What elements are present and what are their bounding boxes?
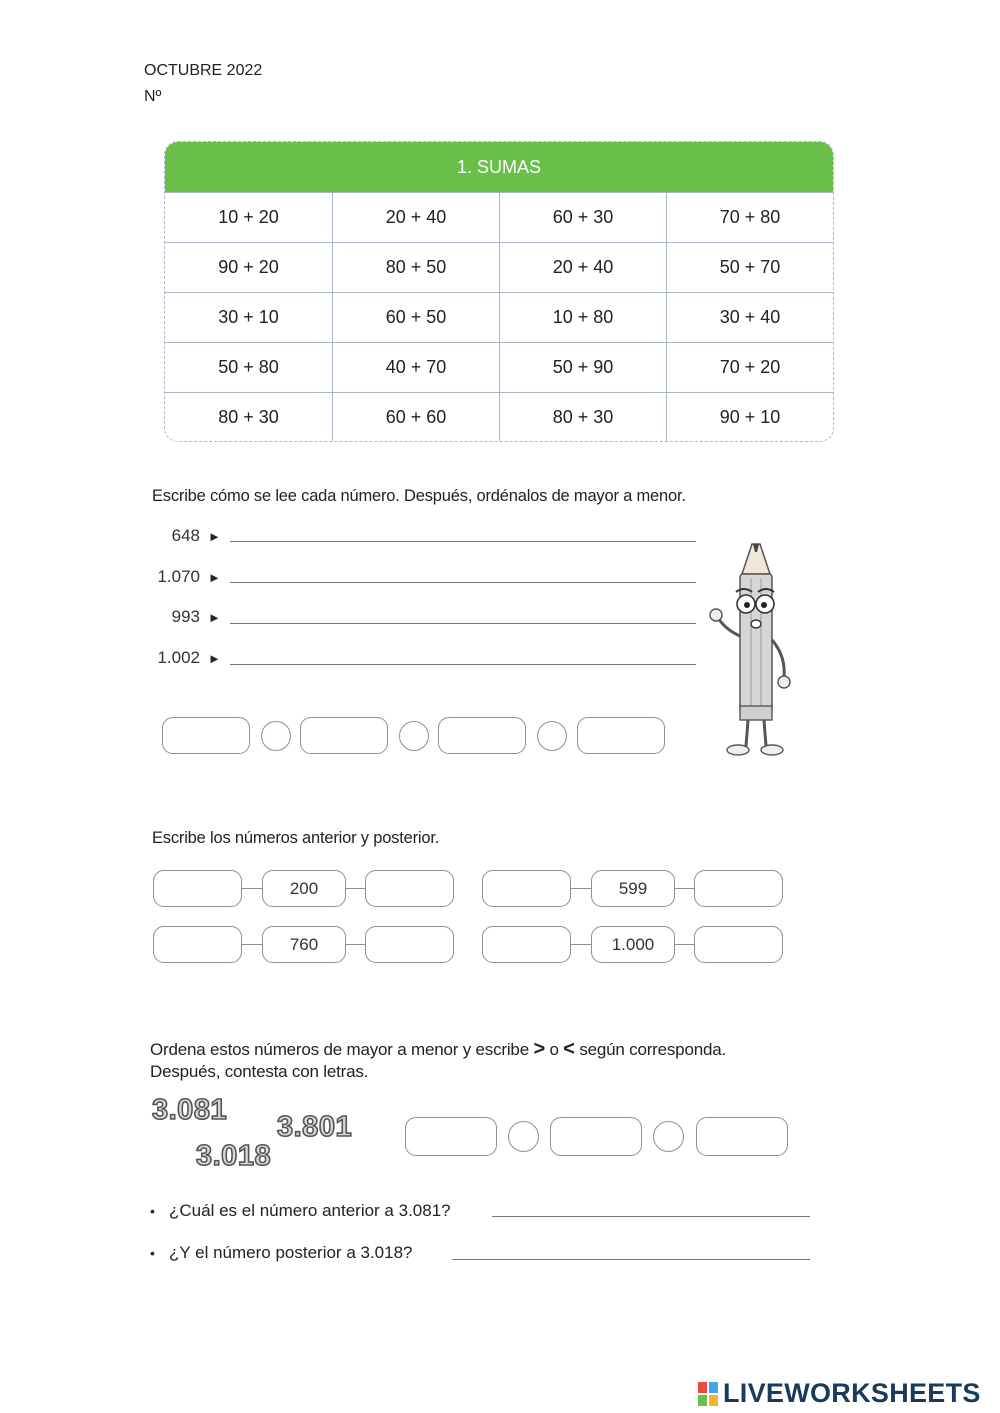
question-text: ¿Y el número posterior a 3.018?	[169, 1243, 413, 1262]
play-arrow-icon: ►	[208, 610, 221, 625]
sum-cell: 30 + 40	[666, 292, 833, 342]
previous-number-box[interactable]	[482, 870, 571, 907]
order-answer-box[interactable]	[405, 1117, 497, 1156]
sum-cell: 60 + 60	[332, 392, 499, 442]
chain-connector	[241, 888, 264, 889]
order-instruction-line-2: Después, contesta con letras.	[150, 1062, 369, 1081]
comparison-circle[interactable]	[261, 721, 291, 751]
chain-connector	[344, 944, 367, 945]
play-arrow-icon: ►	[208, 651, 221, 666]
read-numbers-instruction: Escribe cómo se lee cada número. Después, ordénalos de mayor a menor.	[152, 487, 686, 505]
liveworksheets-logo-icon	[697, 1380, 719, 1408]
play-arrow-icon: ►	[208, 529, 221, 544]
next-number-box[interactable]	[365, 926, 454, 963]
sum-cell: 10 + 80	[499, 292, 666, 342]
brand-name: LIVEWORKSHEETS	[723, 1378, 981, 1408]
worksheet-number-label: Nº	[144, 88, 162, 105]
sum-cell: 70 + 80	[666, 192, 833, 242]
order-answer-box[interactable]	[696, 1117, 788, 1156]
number-label: 993	[171, 607, 200, 626]
sum-cell: 50 + 90	[499, 342, 666, 392]
chain-connector	[570, 944, 593, 945]
bullet: •	[150, 1203, 155, 1219]
previous-number-box[interactable]	[482, 926, 571, 963]
given-number-box: 599	[591, 870, 675, 907]
order-answer-box[interactable]	[300, 717, 388, 754]
greater-than-symbol: >	[533, 1038, 545, 1060]
next-number-box[interactable]	[694, 870, 783, 907]
big-number: 3.801	[277, 1111, 353, 1143]
sum-cell: 60 + 50	[332, 292, 499, 342]
order-answer-box[interactable]	[438, 717, 526, 754]
next-number-box[interactable]	[365, 870, 454, 907]
sum-cell: 30 + 10	[165, 292, 332, 342]
sum-cell: 20 + 40	[499, 242, 666, 292]
sum-cell: 40 + 70	[332, 342, 499, 392]
previous-number-box[interactable]	[153, 926, 242, 963]
sum-cell: 50 + 80	[165, 342, 332, 392]
sum-cell: 20 + 40	[332, 192, 499, 242]
order-instruction-text: Ordena estos números de mayor a menor y escribe	[150, 1040, 529, 1059]
comparison-circle[interactable]	[508, 1121, 539, 1152]
given-number-box: 1.000	[591, 926, 675, 963]
chain-connector	[344, 888, 367, 889]
chain-connector	[241, 944, 264, 945]
sum-cell: 90 + 10	[666, 392, 833, 442]
less-than-symbol: <	[563, 1038, 575, 1060]
order-instruction-line-1	[150, 1038, 726, 1061]
chain-connector	[570, 888, 593, 889]
sums-table	[164, 141, 834, 442]
number-label: 648	[171, 526, 200, 545]
answer-line[interactable]	[492, 1216, 810, 1217]
pencil-mascot-illustration	[700, 540, 810, 762]
order-answer-box[interactable]	[162, 717, 250, 754]
order-answer-box[interactable]	[550, 1117, 642, 1156]
comparison-circle[interactable]	[653, 1121, 684, 1152]
given-number-box: 760	[262, 926, 346, 963]
number-label: 1.070	[157, 567, 200, 586]
answer-line[interactable]	[452, 1259, 810, 1260]
order-instruction-end: según corresponda.	[579, 1040, 726, 1059]
question-text: ¿Cuál es el número anterior a 3.081?	[169, 1201, 451, 1220]
sums-grid	[165, 192, 833, 442]
next-number-box[interactable]	[694, 926, 783, 963]
worksheet-date: OCTUBRE 2022	[144, 62, 263, 79]
comparison-circle[interactable]	[399, 721, 429, 751]
sum-cell: 60 + 30	[499, 192, 666, 242]
order-answer-box[interactable]	[577, 717, 665, 754]
answer-line[interactable]	[230, 582, 696, 583]
given-number-box: 200	[262, 870, 346, 907]
sums-title: 1. SUMAS	[165, 142, 833, 192]
comparison-circle[interactable]	[537, 721, 567, 751]
big-number: 3.081	[152, 1094, 228, 1126]
chain-connector	[673, 944, 696, 945]
liveworksheets-logo	[697, 1378, 981, 1409]
sum-cell: 80 + 30	[165, 392, 332, 442]
answer-line[interactable]	[230, 541, 696, 542]
number-label: 1.002	[157, 648, 200, 667]
sum-cell: 50 + 70	[666, 242, 833, 292]
order-instruction-or: o	[549, 1040, 559, 1059]
sum-cell: 70 + 20	[666, 342, 833, 392]
sum-cell: 10 + 20	[165, 192, 332, 242]
answer-line[interactable]	[230, 623, 696, 624]
big-number: 3.018	[196, 1140, 272, 1172]
chain-connector	[673, 888, 696, 889]
bullet: •	[150, 1245, 155, 1261]
previous-number-box[interactable]	[153, 870, 242, 907]
play-arrow-icon: ►	[208, 570, 221, 585]
sum-cell: 80 + 30	[499, 392, 666, 442]
answer-line[interactable]	[230, 664, 696, 665]
sum-cell: 80 + 50	[332, 242, 499, 292]
sum-cell: 90 + 20	[165, 242, 332, 292]
neighbors-instruction: Escribe los números anterior y posterior.	[152, 829, 440, 847]
